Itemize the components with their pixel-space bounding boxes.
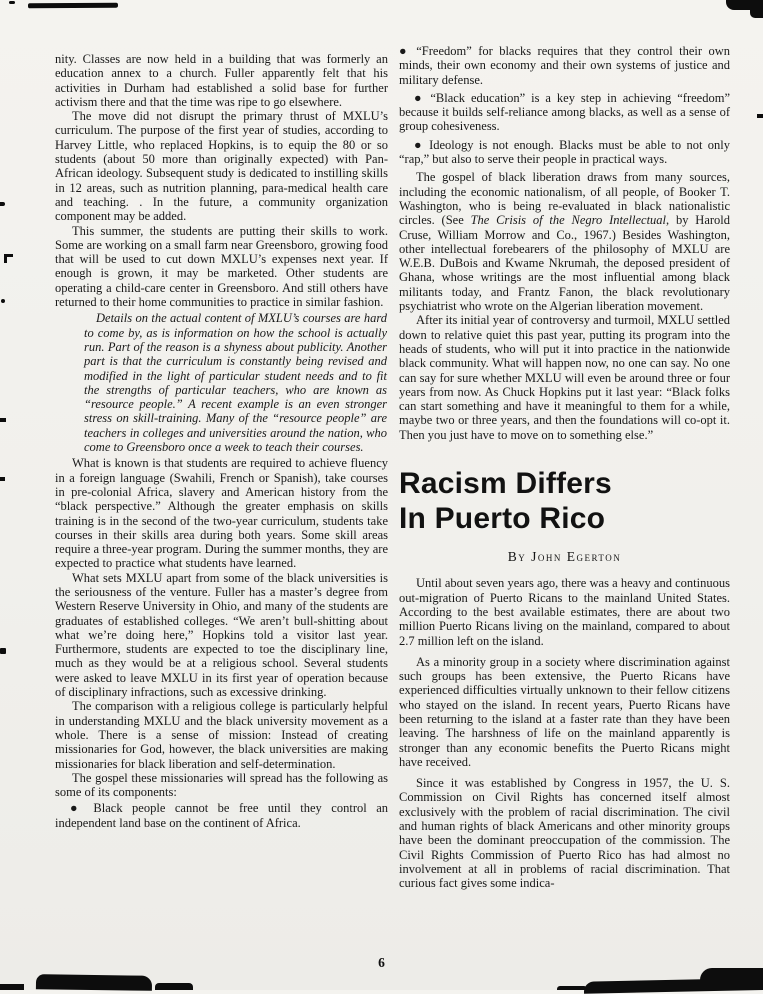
scan-artifact-left-tick (0, 202, 5, 206)
bullet-item: ● Black people cannot be free until they control an independent land base on the continent of Africa. (55, 801, 388, 830)
scan-artifact-left-tick (0, 648, 6, 654)
scan-artifact-bottom-left-blob (155, 983, 193, 990)
paragraph-text: , by Harold Cruse, William Morrow and Co., 1967.) Besides Washington, other intellectual forebearers of the philosophy of MXLU are W.E.B. DuBois and Kwame Nkrumah, the deposed president of Ghana, whose writings are the most influential among black militants today, and Frantz Fanon, the black revolutionary psychiatrist who wrote on the Algerian liberation movement. (399, 213, 731, 314)
paragraph: After its initial year of controversy and turmoil, MXLU settled down to relative quiet this past year, putting its program into the heads of students, who will put it into practice in the nationwide black community. What will happen now, no one can say. No one can say for sure whether MXLU will even be around three or four years from now. As Chuck Hopkins put it last year: “Black folks can start something and have it meaningful to them for a while, maybe two or three years, and then the foundations will co-opt it. Then you just have to move on to something else.” (399, 313, 730, 442)
paragraph: nity. Classes are now held in a building that was formerly an education annex to a church. Fuller apparently felt that his activities in Durham had established a solid base for further activism there and that the time was ripe to go elsewhere. (55, 52, 388, 109)
paragraph: The gospel these missionaries will spread has the following as some of its components: (55, 770, 388, 800)
paragraph: What is known is that students are required to achieve fluency in a foreign language (Swahili, French or Spanish), take courses in pre-colonial Africa, slavery and American history from the “black perspective.” Although the greater emphasis on skills training is in the second of the two-year curriculum, students take courses in their skills area during both years. Some skill areas require a three-year program. During the summer months, they are expected to practice what students have learned. (55, 456, 388, 571)
left-column (55, 52, 388, 832)
bullet-item: ● “Freedom” for blacks requires that they control their own minds, their own economy and their own systems of justice and military defense. (399, 44, 730, 87)
paragraph: This summer, the students are putting their skills to work. Some are working on a small farm near Greensboro, growing food that will be used to cut down MXLU’s expenses next year. If enough is grown, it may be marketed. Other students are operating a child-care center in Greensboro. And still others have returned to their home communities to practice in similar fashion. (55, 223, 388, 310)
scan-artifact-top-left-bar (28, 3, 118, 9)
paragraph: What sets MXLU apart from some of the black universities is the seriousness of the venture. Fuller has a master’s degree from Western Reserve University in Ohio, and many of the students are graduates of established colleges. “We aren’t bull-shitting about what we’re doing here,” Hopkins told a visitor last year. Furthermore, students are expected to toe the disciplinary line, much as they would be at a religious school. Several students were asked to leave MXLU in its first year of operation because of disciplinary infractions, such as excessive drinking. (55, 570, 388, 700)
scan-artifact-left-tick (1, 299, 5, 303)
scan-artifact-left-tick (0, 418, 6, 422)
scan-artifact-left-tick (0, 477, 5, 481)
scan-artifact-bottom-right-corner (700, 968, 763, 990)
paragraph: Since it was established by Congress in 1957, the U. S. Commission on Civil Rights has concerned itself almost exclusively with the problem of racial discrimination. The civil and human rights of black Americans and other minority groups have been the dominant preoccupation of the commission. The Civil Rights Commission of Puerto Rico has had almost no involvement at all in problems of racial discrimination. That curious fact gives some indica- (399, 776, 730, 891)
paragraph: The move did not disrupt the primary thrust of MXLU’s curriculum. The purpose of the first year of studies, according to Harvey Little, who replaced Hopkins, is to equip the 80 or so students (about 50 more than originally expected) with Pan-African ideology. Subsequent study is dedicated to instilling skills in 12 areas, such as nutrition planning, para-medical health care and teaching. . In the future, a community organization component may be added. (55, 109, 388, 224)
pull-quote: Details on the actual content of MXLU’s courses are hard to come by, as is information on how the school is actually run. Part of the reason is a shyness about publicity. Another part is that the curriculum is constantly being revised and modified in the light of particular student needs and to fit the strengths of particular teachers, who are known as “resource people.” A recent example is an even stronger stress on skill-training. Many of the “resource people” are teachers in colleges and universities around the nation, who come to Greensboro once a week to teach their courses. (84, 311, 387, 455)
scan-artifact-bottom-left-blob (36, 974, 152, 991)
scan-artifact-top-left-dot (9, 1, 15, 4)
scan-artifact-top-right-tail (750, 8, 763, 18)
page-number: 6 (378, 955, 385, 970)
scan-artifact-bottom-left-corner (0, 984, 24, 990)
article-title-line-2: In Puerto Rico (399, 502, 606, 536)
paragraph: As a minority group in a society where discrimination against such groups has been extensive, the Puerto Ricans have experienced difficulties virtually unknown to their fellow citizens who stayed on the island. In recent years, Puerto Ricans have been returning to the island at a faster rate than they have been leaving. The harshness of life on the mainland apparently is stronger than any economic benefits the Puerto Ricans might have received. (399, 654, 730, 769)
paragraph: Until about seven years ago, there was a heavy and continuous out-migration of Puerto Ricans to the mainland United States. According to the best available estimates, there are about two million Puerto Ricans living on the mainland, compared to about 2.7 million left on the island. (399, 576, 730, 648)
right-column (399, 42, 730, 898)
scan-artifact-left-tick (4, 254, 7, 263)
paragraph: The comparison with a religious college is particularly helpful in understanding MXLU and the black university movement as a whole. There is a sense of mission: Instead of creating missionaries for God, however, the black universities are making missionaries for black liberation and self-determination. (55, 699, 388, 771)
scan-artifact-right-tick (757, 114, 763, 118)
bullet-item: ● Ideology is not enough. Blacks must be able to not only “rap,” but also to serve their people in practical ways. (399, 137, 730, 167)
paragraph (399, 170, 730, 313)
article-title-line-1: Racism Differs (399, 467, 612, 501)
byline: By John Egerton (507, 549, 622, 565)
article-title (399, 466, 730, 536)
scan-artifact-bottom-smudge (557, 986, 587, 990)
bullet-item: ● “Black education” is a key step in achieving “freedom” because it builds self-reliance among blacks, as well as a sense of group cohesiveness. (399, 90, 730, 134)
paragraph-text: The gospel of black liberation draws from many sources, including the economic nationalism, of all people, of Booker T. Washington, who is being re-evaluated in black nationalistic circles. (See (399, 170, 730, 228)
book-title-italic: The Crisis of the Negro Intellectual (470, 213, 667, 228)
